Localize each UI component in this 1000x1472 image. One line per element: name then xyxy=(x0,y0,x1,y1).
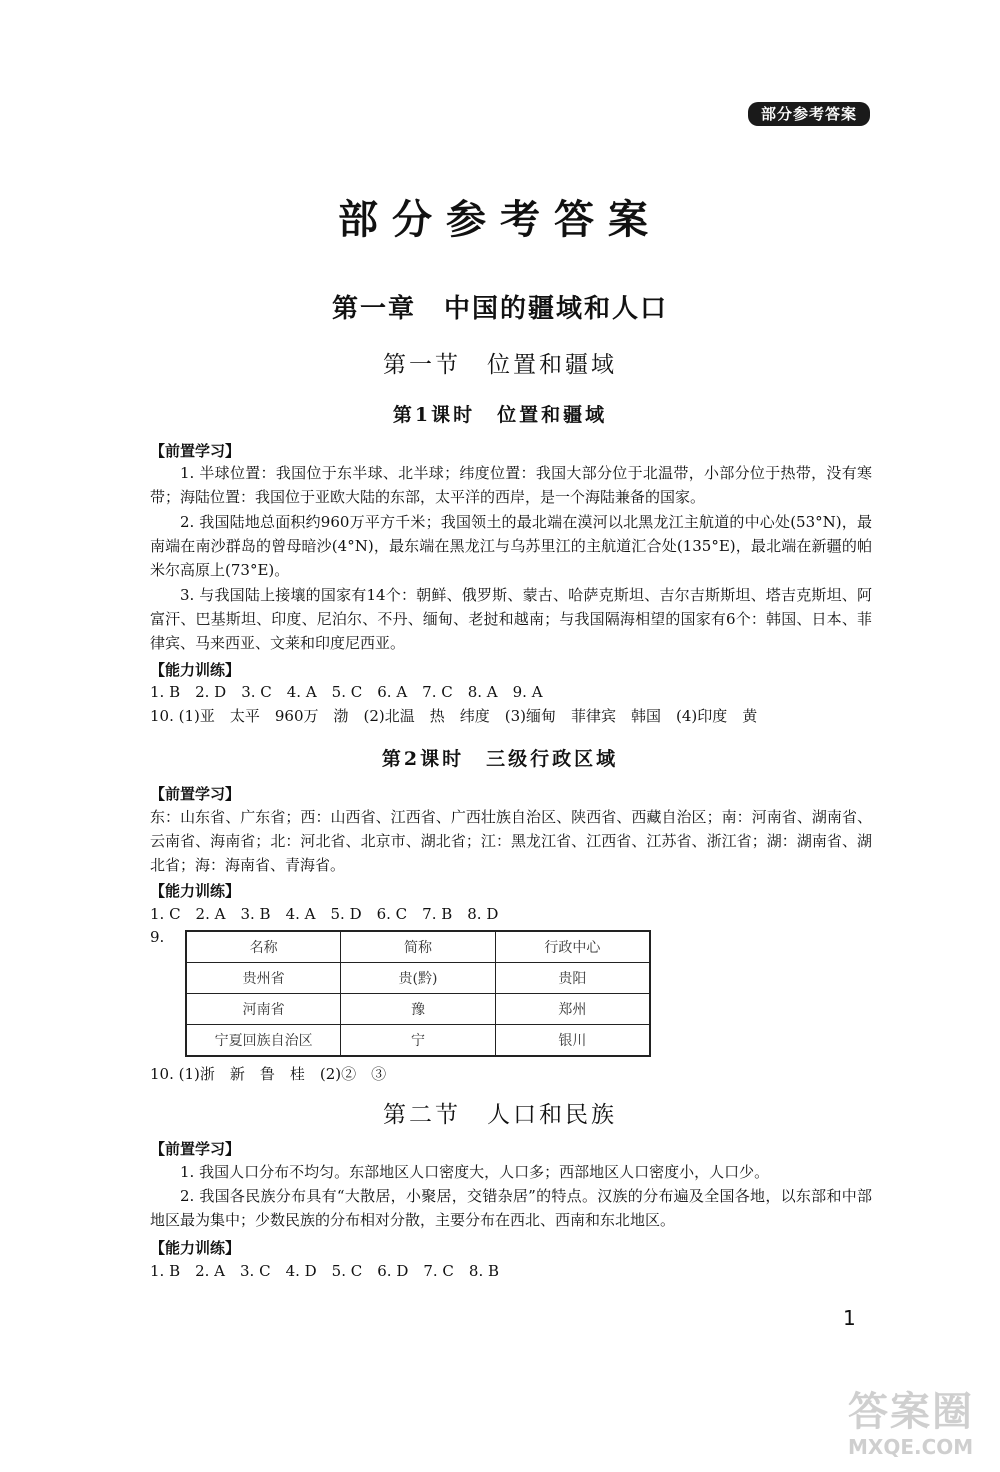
page-title: 部分参考答案 xyxy=(338,197,662,243)
table-cell: 郑州 xyxy=(495,994,650,1025)
table-cell: 贵州省 xyxy=(186,963,341,994)
paragraph: 1. 半球位置：我国位于东半球、北半球；纬度位置：我国大部分位于北温带，小部分位于热带，没有寒带；海陆位置：我国位于亚欧大陆的东部，太平洋的西岸，是一个海陆兼备的国家。 xyxy=(150,464,872,506)
table-cell: 银川 xyxy=(495,1025,650,1057)
table-cell: 贵阳 xyxy=(495,963,650,994)
table-row xyxy=(186,994,650,1025)
table-cell: 宁夏回族自治区 xyxy=(186,1025,341,1057)
ability-label: 【能力训练】 xyxy=(150,882,241,900)
table-row xyxy=(186,963,650,994)
pre-study-label: 【前置学习】 xyxy=(150,442,241,460)
answer-line: 1. B 2. D 3. C 4. A 5. C 6. A 7. C 8. A 9. A xyxy=(150,683,543,701)
lesson-title-2: 第2课时 三级行政区域 xyxy=(381,748,619,770)
answer-line: 10. (1)浙 新 鲁 桂 (2)② ③ xyxy=(150,1065,387,1083)
chapter-title: 第一章 中国的疆域和人口 xyxy=(331,294,668,324)
table-header-cell: 名称 xyxy=(186,931,341,963)
answer-line: 1. B 2. A 3. C 4. D 5. C 6. D 7. C 8. B xyxy=(150,1262,499,1280)
table-header-cell: 简称 xyxy=(341,931,496,963)
table-header-row xyxy=(186,931,650,963)
paragraph: 2. 我国陆地总面积约960万平方千米；我国领土的最北端在漠河以北黑龙江主航道的中心处(53°N)，最南端在南沙群岛的曾母暗沙(4°N)，最东端在黑龙江与乌苏里江的主航道汇合处(135°E)，最北端在新疆的帕米尔高原上(73°E)。 xyxy=(150,513,872,579)
table-cell: 豫 xyxy=(341,994,496,1025)
table-cell: 宁 xyxy=(341,1025,496,1057)
answer-table xyxy=(185,930,651,1057)
pre-study-label: 【前置学习】 xyxy=(150,785,241,803)
pre-study-label: 【前置学习】 xyxy=(150,1140,241,1158)
paragraph: 2. 我国各民族分布具有“大散居，小聚居，交错杂居”的特点。汉族的分布遍及全国各地，以东部和中部地区最为集中；少数民族的分布相对分散，主要分布在西北、西南和东北地区。 xyxy=(150,1187,872,1229)
answer-line: 10. (1)亚 太平 960万 渤 (2)北温 热 纬度 (3)缅甸 菲律宾 韩国 (4)印度 黄 xyxy=(150,707,758,725)
table-cell: 河南省 xyxy=(186,994,341,1025)
lesson-title-1: 第1课时 位置和疆域 xyxy=(392,404,608,426)
watermark-url: MXQE.COM xyxy=(848,1435,974,1459)
watermark-logo xyxy=(848,1390,998,1468)
ability-label: 【能力训练】 xyxy=(150,1239,241,1257)
table-header-cell: 行政中心 xyxy=(495,931,650,963)
table-row xyxy=(186,1025,650,1057)
corner-badge: 部分参考答案 xyxy=(748,102,870,126)
ability-label: 【能力训练】 xyxy=(150,661,241,679)
paragraph: 1. 我国人口分布不均匀。东部地区人口密度大，人口多；西部地区人口密度小，人口少。 xyxy=(180,1163,770,1181)
question-number: 9. xyxy=(150,928,165,946)
answer-line: 1. C 2. A 3. B 4. A 5. D 6. C 7. B 8. D xyxy=(150,905,499,923)
table-cell: 贵(黔) xyxy=(341,963,496,994)
watermark-text: 答案圈 xyxy=(848,1389,974,1435)
paragraph: 东：山东省、广东省；西：山西省、江西省、广西壮族自治区、陕西省、西藏自治区；南：河南省、湖南省、云南省、海南省；北：河北省、北京市、湖北省；江：黑龙江省、江西省、江苏省、浙江省；湖：湖南省、湖北省；海：海南省、青海省。 xyxy=(150,808,872,874)
paragraph: 3. 与我国陆上接壤的国家有14个：朝鲜、俄罗斯、蒙古、哈萨克斯坦、吉尔吉斯斯坦、塔吉克斯坦、阿富汗、巴基斯坦、印度、尼泊尔、不丹、缅甸、老挝和越南；与我国隔海相望的国家有6个：韩国、日本、菲律宾、马来西亚、文莱和印度尼西亚。 xyxy=(150,586,872,652)
section-title-2: 第二节 人口和民族 xyxy=(383,1102,617,1128)
page-number: 1 xyxy=(843,1306,856,1330)
section-title-1: 第一节 位置和疆域 xyxy=(383,352,617,378)
